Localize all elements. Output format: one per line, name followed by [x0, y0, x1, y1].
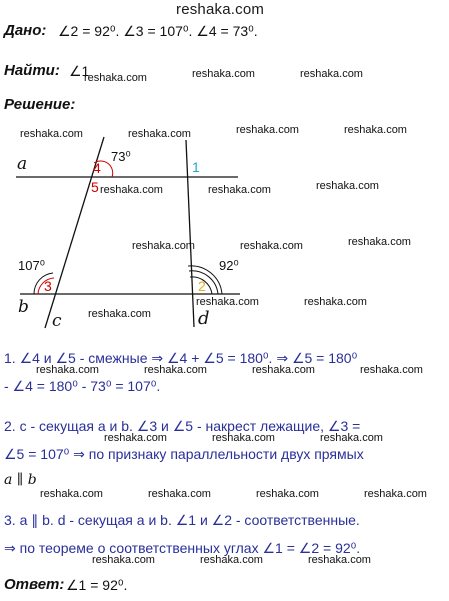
watermark: reshaka.com	[40, 488, 103, 500]
step3-line2: ⇒ по теореме о соответственных углах ∠1 = ∠2 = 92⁰.	[4, 540, 361, 556]
label-a: a	[17, 154, 28, 174]
watermark: reshaka.com	[252, 364, 315, 376]
watermark: reshaka.com	[208, 184, 271, 196]
step1-line2: - ∠4 = 180⁰ - 73⁰ = 107⁰.	[4, 378, 161, 394]
watermark: reshaka.com	[360, 364, 423, 376]
angle4-label: 4	[93, 160, 101, 176]
angle3-value: 107⁰	[18, 258, 45, 273]
watermark: reshaka.com	[144, 364, 207, 376]
step2-line3: a ∥ b	[4, 472, 37, 488]
angle2-value: 92⁰	[219, 258, 239, 273]
find-label: Найти:	[4, 62, 60, 79]
angle1-label: 1	[192, 159, 200, 175]
watermark: reshaka.com	[344, 124, 407, 136]
given-text: ∠2 = 92⁰. ∠3 = 107⁰. ∠4 = 73⁰.	[58, 23, 258, 39]
angle2-label: 2	[198, 278, 206, 294]
step2-line1: 2. c - секущая a и b. ∠3 и ∠5 - накрест лежащие, ∠3 =	[4, 418, 361, 434]
watermark: reshaka.com	[236, 124, 299, 136]
angle5-label: 5	[91, 179, 99, 195]
watermark: reshaka.com	[196, 296, 259, 308]
label-c: c	[52, 311, 62, 331]
watermark: reshaka.com	[100, 184, 163, 196]
watermark: reshaka.com	[364, 488, 427, 500]
watermark: reshaka.com	[88, 308, 151, 320]
watermark: reshaka.com	[36, 364, 99, 376]
watermark: reshaka.com	[256, 488, 319, 500]
watermark: reshaka.com	[300, 68, 363, 80]
angle4-value: 73⁰	[111, 149, 131, 164]
given-label: Дано:	[4, 22, 47, 39]
angle3-label: 3	[44, 278, 52, 294]
find-text: ∠1	[69, 63, 90, 79]
watermark: reshaka.com	[200, 554, 263, 566]
answer-text: ∠1 = 92⁰.	[66, 577, 128, 593]
step3-line1: 3. a ∥ b. d - секущая a и b. ∠1 и ∠2 - соответственные.	[4, 512, 360, 528]
watermark: reshaka.com	[316, 180, 379, 192]
watermark: reshaka.com	[84, 72, 147, 84]
watermark: reshaka.com	[348, 236, 411, 248]
watermark: reshaka.com	[320, 432, 383, 444]
answer-label: Ответ:	[4, 576, 65, 593]
label-b: b	[18, 297, 29, 317]
watermark: reshaka.com	[304, 296, 367, 308]
solution-label: Решение:	[4, 96, 76, 113]
step1-line1: 1. ∠4 и ∠5 - смежные ⇒ ∠4 + ∠5 = 180⁰. ⇒ ∠5 = 180⁰	[4, 350, 358, 366]
watermark: reshaka.com	[240, 240, 303, 252]
watermark: reshaka.com	[104, 432, 167, 444]
step2-line2: ∠5 = 107⁰ ⇒ по признаку параллельности двух прямых	[4, 446, 364, 462]
watermark: reshaka.com	[20, 128, 83, 140]
watermark: reshaka.com	[308, 554, 371, 566]
watermark: reshaka.com	[148, 488, 211, 500]
site-title: reshaka.com	[176, 1, 265, 18]
watermark: reshaka.com	[132, 240, 195, 252]
label-d: d	[198, 308, 210, 329]
watermark: reshaka.com	[192, 68, 255, 80]
watermark: reshaka.com	[128, 128, 191, 140]
watermark: reshaka.com	[92, 554, 155, 566]
watermark: reshaka.com	[212, 432, 275, 444]
